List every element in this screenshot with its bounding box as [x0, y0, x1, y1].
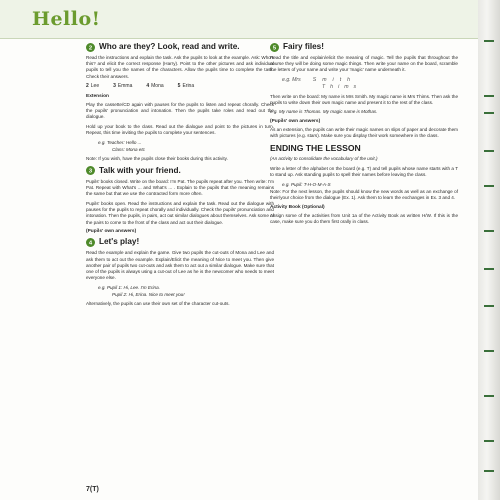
- subheading: Extension: [86, 93, 109, 99]
- answer-item: 2 Lee: [86, 83, 100, 90]
- right-column: [270, 42, 458, 229]
- section-title-text: Who are they? Look, read and write.: [99, 42, 240, 51]
- section-title-text: Fairy files!: [283, 42, 324, 51]
- exercise-badge-icon: [86, 43, 95, 52]
- magic-name-original: e.g. Mrs S m i t h: [282, 77, 351, 84]
- hello-logo: Hello!: [32, 8, 101, 30]
- paragraph: Alternatively, the pupils can use their own set of the character cut-outs.: [86, 301, 230, 307]
- answer-list: [86, 83, 274, 89]
- spine-mark: [484, 185, 494, 187]
- note-paragraph: Note: If you wish, have the pupils close their books during this activity.: [86, 156, 228, 162]
- spine-mark: [484, 440, 494, 442]
- example-line: Class: Mona etc: [112, 146, 145, 152]
- example-line: Pupil 2: Hi, Erina. Nice to meet you!: [112, 292, 185, 298]
- example-line: e.g. Teacher: Hello ...: [98, 139, 142, 145]
- svg-text:4: 4: [88, 240, 93, 247]
- spine-mark: [484, 112, 494, 114]
- example-label: e.g. Mrs: [282, 77, 301, 84]
- svg-text:5: 5: [272, 45, 277, 52]
- exercise-badge-icon: [86, 238, 95, 247]
- spine-mark: [484, 230, 494, 232]
- section-title: [86, 42, 274, 52]
- spine-mark: [484, 40, 494, 42]
- left-column: [86, 42, 274, 311]
- example-line: e.g. Pupil 1: Hi, Lee. I'm Erina.: [98, 284, 160, 290]
- subheading: (Pupils' own answers): [86, 229, 137, 235]
- example-line: e.g. My name is Thomas. My magic name is Mothas.: [270, 109, 378, 115]
- answer-item: 4 Mona: [146, 83, 164, 90]
- ending-lesson-title: ENDING THE LESSON: [270, 143, 361, 154]
- svg-text:2: 2: [88, 45, 93, 52]
- example-line: e.g. Pupil: T-H-O-M-A-S: [282, 181, 331, 187]
- paragraph: Write a letter of the alphabet on the board (e.g. T) and tell pupils whose name starts with a T to stand up. Ask standing pupils to spell their names before leaving the class.: [270, 165, 458, 178]
- paragraph: Read the instructions and explain the task. Ask the pupils to look at the example. Ask: Who's this? and elicit the correct response (Harry). Point to the other pictures and ask individual pupils to tell you the names of the characters. Allow the pupils time to complete the task. Check their answers.: [86, 55, 274, 79]
- paragraph: Hold up your book to the class. Read out the dialogue and point to the pictures in turn. Repeat, this time inviting the pupils to complete your sentences.: [86, 123, 274, 136]
- spine-mark: [484, 350, 494, 352]
- answer-item: 5 Erina: [177, 83, 195, 90]
- exercise-badge-icon: [270, 43, 279, 52]
- paragraph: Assign some of the activities from Unit 1a of the Activity Book as written H/W. If this is the case, make sure you do them first orally in class.: [270, 213, 458, 225]
- subheading: (Pupils' own answers): [270, 118, 321, 124]
- section-title: [86, 237, 274, 247]
- spine-mark: [484, 95, 494, 97]
- paragraph: Play the cassette/CD again with pauses for the pupils to listen and repeat chorally. Check the pupils' pronunciation and intonation. Then the pupils take roles and read out the dialogue.: [86, 101, 274, 120]
- spine-mark: [484, 150, 494, 152]
- section-title: [270, 42, 458, 52]
- magic-name-scrambled: T h i m s: [322, 84, 357, 91]
- spine-mark: [484, 268, 494, 270]
- paragraph: (An activity to consolidate the vocabulary of the unit.): [270, 156, 378, 162]
- svg-text:3: 3: [88, 168, 93, 175]
- subheading: Activity Book (Optional): [270, 204, 325, 210]
- spine-mark: [484, 470, 494, 472]
- section-title: [86, 166, 274, 176]
- spine-mark: [484, 305, 494, 307]
- paragraph: Pupils' books open. Read the instructions and explain the task. Read out the dialogue with pauses for the pupils to repeat chorally and individually. Check the pupils' pronunciation and intonation. Then the pupils, in pairs, act out similar dialogues about themselves. Ask some of the pairs to come to the front of the class and act out their dialogue.: [86, 200, 274, 225]
- paragraph: Read the title and explain/elicit the meaning of magic. Tell the pupils that throughout the course they will be doing some magic things. Then write your name on the board, scramble the letters of your name and write your 'magic' name underneath it.: [270, 55, 458, 73]
- section-title-text: Let's play!: [99, 237, 140, 247]
- page-number: 7(T): [86, 486, 99, 493]
- answer-item: 3 Emma: [113, 83, 133, 90]
- note-paragraph: Note: For the next lesson, the pupils should know the new words as well as an exchange of their/your choice from the dialogue (Ex. 1). Ask them to learn the exchanges in Ex. 3 and 4.: [270, 189, 458, 201]
- paragraph: As an extension, the pupils can write their magic names on slips of paper and decorate them with pictures (e.g. stars). Make sure you display their work somewhere in the class.: [270, 126, 458, 139]
- page-spine: [478, 0, 500, 500]
- paragraph: Then write on the board: My name is Mrs Smith. My magic name is Mrs Thims. Then ask the pupils to write down their own magic name and present it to the rest of the class.: [270, 93, 458, 105]
- paragraph: Read the example and explain the game. Give two pupils the cut-outs of Mona and Lee and ask them to act out the example. Explain/Elicit the meaning of Nice to meet you. Then give another pair of pupils two cut-outs and ask them to act out a similar dialogue. Make sure that one of the pupils is always using a cut-out of Lee as he is the newcomer who needs to meet everyone else.: [86, 250, 274, 281]
- exercise-badge-icon: [86, 166, 95, 175]
- spine-mark: [484, 395, 494, 397]
- section-title-text: Talk with your friend.: [99, 165, 181, 175]
- paragraph: Pupils' books closed. Write on the board: I'm Pat. The pupils repeat after you. Then write: I'm Pat. Repeat with What's ... and What's ... . Explain to the pupils that the meaning remains the same but that we use the contracted form more often.: [86, 178, 275, 197]
- header-bar: [0, 0, 478, 39]
